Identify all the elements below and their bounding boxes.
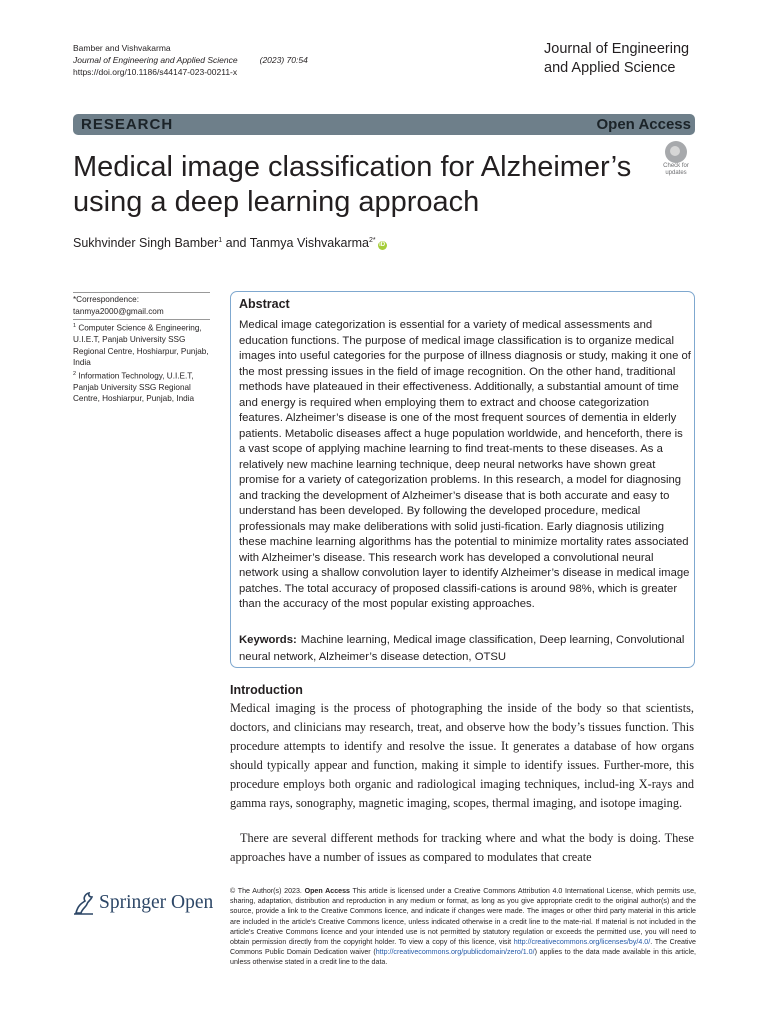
check-updates-icon xyxy=(665,141,687,163)
header-citation xyxy=(73,54,308,66)
affiliation-1 xyxy=(73,320,210,369)
keywords-label: Keywords: xyxy=(239,634,297,646)
keywords-list: Machine learning, Medical image classification, Deep learning, Convolutional neural network, Alzheimer’s disease detection, OTSU xyxy=(239,634,685,663)
affiliation-2-text: Information Technology, U.I.E.T, Panjab University SSG Regional Centre, Hoshiarpur, Punjab, India xyxy=(73,371,195,404)
check-for-updates-button[interactable] xyxy=(656,141,696,179)
license-text-3: ) applies to the data made available in this article, unless otherwise stated in a credit line to the data. xyxy=(230,948,696,967)
license-text-1: This article is licensed under a Creative Commons Attribution 4.0 International License, which permits use, sharing, adaptation, distribution and reproduction in any medium or format, as long as you give appropriate credit to the original author(s) and the source, provide a link to the Creative Commons licence, and indicate if changes were made. The images or other third party material in this article are included in the article’s Creative Commons licence, unless indicated otherwise in a credit line to the mate-rial. If material is not included in the article’s Creative Commons licence and your intended use is not permitted by statutory regulation or exceeds the permitted use, you will need to obtain permission directly from the copyright holder. To view a copy of this licence, visit xyxy=(230,887,696,947)
license-link-cc0[interactable]: http://creativecommons.org/publicdomain/zero/1.0/ xyxy=(375,948,535,957)
introduction-paragraph-2: There are several different methods for tracking where and what the body is doing. These approaches have a number of issues as compared to modulates that create xyxy=(230,831,694,864)
introduction-heading: Introduction xyxy=(230,683,303,697)
abstract-box xyxy=(230,291,695,668)
license-footer xyxy=(230,886,696,968)
author-2[interactable]: and Tanmya Vishvakarma xyxy=(222,236,369,250)
orcid-icon[interactable]: iD xyxy=(379,242,386,248)
copyright-notice: © The Author(s) 2023. xyxy=(230,887,302,895)
author-list xyxy=(73,236,387,250)
author-1-affiliation-ref: 1 xyxy=(218,236,223,244)
correspondence-sidebar xyxy=(73,292,210,405)
header-journal: Journal of Engineering and Applied Science xyxy=(73,55,238,65)
title-line1: Medical image classification for Alzheimer’s xyxy=(73,151,632,183)
affiliation-2 xyxy=(73,369,210,405)
journal-name xyxy=(544,40,689,78)
title-line2: using a deep learning approach xyxy=(73,186,480,218)
springer-open-logo[interactable] xyxy=(73,889,223,917)
author-1[interactable]: Sukhvinder Singh Bamber xyxy=(73,236,219,250)
running-header xyxy=(73,42,308,78)
correspondence-label: *Correspondence: xyxy=(73,295,139,304)
journal-name-line1: Journal of Engineering xyxy=(544,41,690,57)
check-updates-label-1: Check for xyxy=(663,163,689,169)
affiliation-2-number: 2 xyxy=(73,370,77,377)
header-year-volume: (2023) 70:54 xyxy=(259,55,308,65)
abstract-heading: Abstract xyxy=(239,297,290,311)
license-text-2: . The Creative Commons Public Domain Dedication waiver ( xyxy=(230,938,696,957)
header-doi-link[interactable]: https://doi.org/10.1186/s44147-023-00211-x xyxy=(73,67,238,77)
open-access-label: Open Access xyxy=(596,116,691,133)
publisher-name: Springer Open xyxy=(99,892,214,913)
affiliation-1-number: 1 xyxy=(73,323,77,329)
keywords xyxy=(239,632,691,665)
article-title xyxy=(73,150,653,220)
introduction-paragraph-1: Medical imaging is the process of photographing the inside of the body so that scientists, doctors, and clinicians may research, treat, and observe how the body’s tissues function. This procedure attempts to identify and resolve the issue. It generates a database of how organs should typically appear and function, making it simple to identify issues. Further-more, this procedure employs both organic and radiological imaging techniques, includ-ing X-rays and gamma rays, sonography, magnetic imaging, scopes, thermal imaging, and isotope imaging. xyxy=(230,701,694,810)
article-type-banner xyxy=(73,114,695,135)
journal-name-line2: and Applied Science xyxy=(544,60,676,76)
open-access-bold: Open Access xyxy=(304,887,350,895)
abstract-body: Medical image categorization is essential for a variety of medical assessments and education functions. The purpose of medical image classification is to organize medical images into useful categories for the purpose of illness diagnosis or study, making it one of the most pressing issues in the field of image recognition. On the other hand, traditional methods have plateaued in their effectiveness. Additionally, a substantial amount of time and energy is required when employing them to extract and choose categorization features. Alzheimer’s disease is one of the most frequent sources of dementia in elderly patients. Metabolic diseases affect a huge population worldwide, and henceforth, there is a vast scope of applying machine learning to find treat-ments to these diseases. As a relatively new machine learning technique, deep neural networks have shown great promise for a variety of categorization problems. In this research, a model for diagnosing and tracking the development of Alzheimer’s disease that is both accurate and easy to understand has been developed. By following the developed procedure, medical professionals may make deliberations with solid justi-fication. Early diagnosis utilizing these machine learning algorithms has the potential to minimize mortality rates associated with Alzheimer’s disease. This research work has developed a convolutional neural network using a shallow convolution layer to identify Alzheimer’s disease in medical image patches. The total accuracy of proposed classifi-cations is around 98%, which is greater than the accuracy of the most popular existing approaches. xyxy=(239,319,691,610)
license-link-cc-by[interactable]: http://creativecommons.org/licenses/by/4.0/ xyxy=(513,938,651,947)
springer-horse-icon xyxy=(73,891,95,915)
check-updates-label-2: updates xyxy=(665,170,687,176)
correspondence xyxy=(73,293,210,319)
header-authors: Bamber and Vishvakarma xyxy=(73,43,171,53)
correspondence-email-link[interactable]: tanmya2000@gmail.com xyxy=(73,306,164,316)
affiliation-1-text: Computer Science & Engineering, U.I.E.T, Panjab University SSG Regional Centre, Hoshiarpur, Punjab, India xyxy=(73,323,209,368)
article-type-label: RESEARCH xyxy=(81,116,174,133)
author-2-affiliation-ref: 2* xyxy=(368,236,376,244)
